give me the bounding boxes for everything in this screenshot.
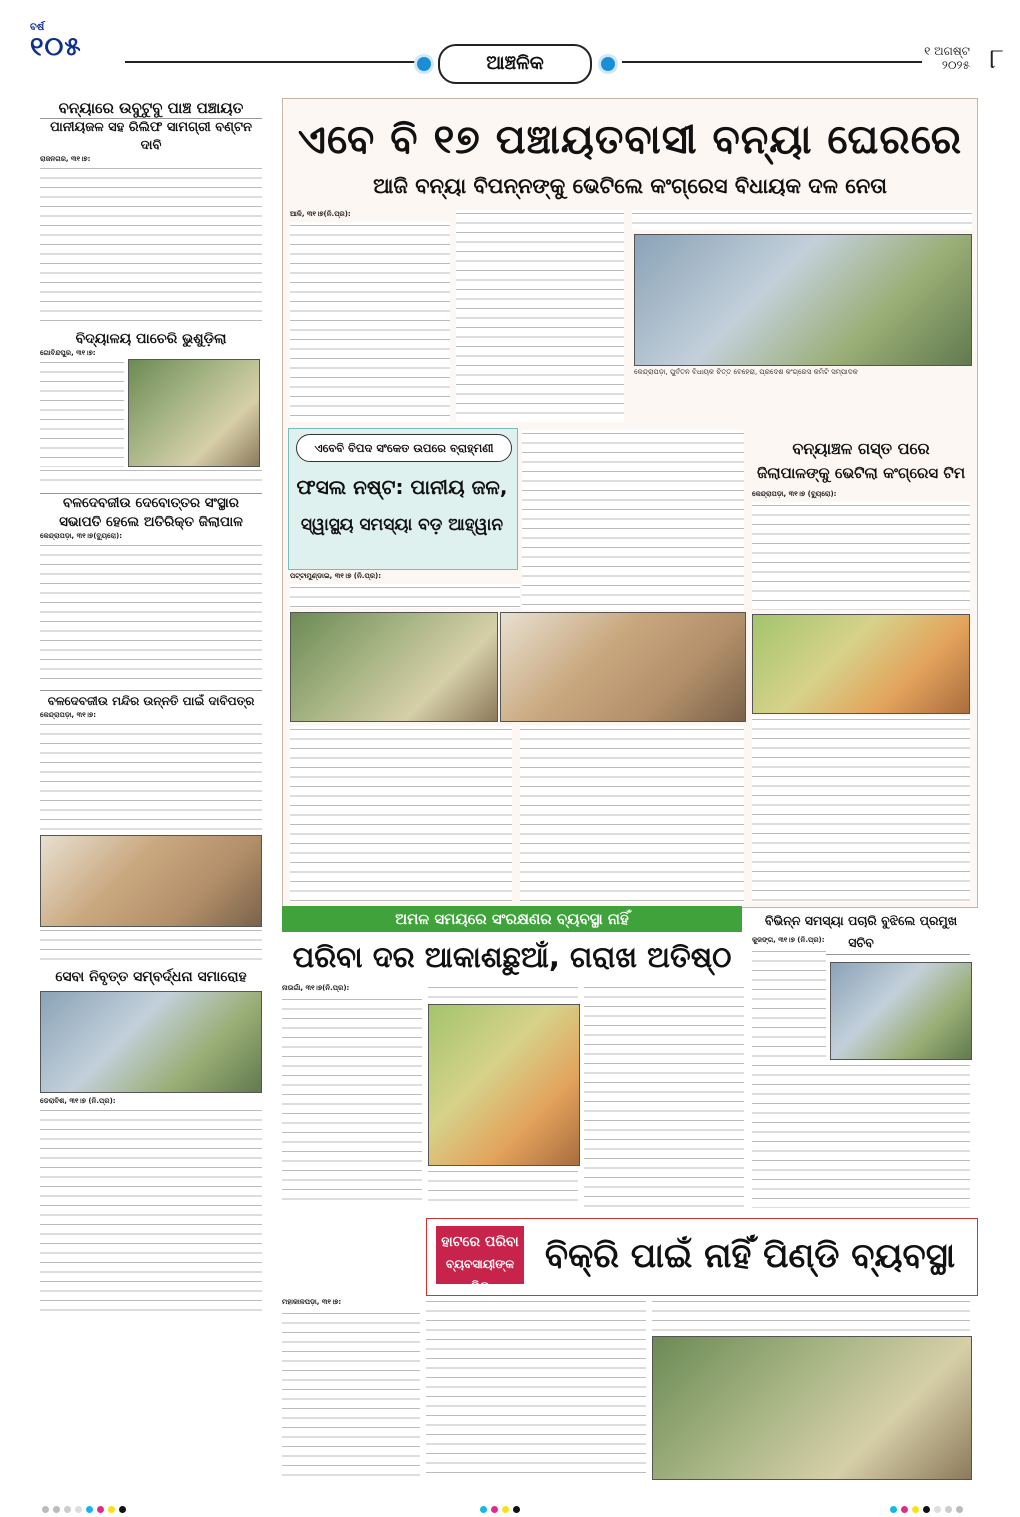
secretary-body-cont bbox=[752, 1062, 970, 1208]
color-registration-left bbox=[40, 1498, 128, 1517]
story1-title: ବନ୍ୟାରେ ଉବୁଟୁବୁ ପାଞ୍ଚ ପଞ୍ଚାୟତ bbox=[40, 98, 262, 119]
right-story-subtitle: ଜିଲାପାଳଙ୍କୁ ଭେଟିଲା କଂଗ୍ରେସ ଟିମ bbox=[756, 464, 966, 482]
right-story-dateline: କେନ୍ଦ୍ରାପଡ଼ା, ୩୧।୭ (ବ୍ୟୁରୋ): bbox=[752, 490, 837, 498]
inset-title: ଫସଲ ନଷ୍ଟ: ପାନୀୟ ଜଳ, bbox=[296, 475, 508, 499]
main-dateline: ଆଳି, ୩୧।୭(ନି.ପ୍ର): bbox=[290, 210, 351, 218]
bottom-kicker-line1: ହାଟରେ ପରିବା bbox=[441, 1234, 519, 1250]
congress-team-photo bbox=[634, 234, 972, 366]
collector-meeting-photo bbox=[752, 614, 970, 714]
collapsed-wall-photo bbox=[128, 359, 260, 467]
story3-body bbox=[40, 542, 262, 684]
logo-number: ୧୦୫ bbox=[30, 32, 82, 62]
villagers-photo bbox=[500, 612, 746, 722]
boat-flood-photo bbox=[290, 612, 498, 722]
blue-dot-icon bbox=[414, 54, 434, 74]
main-headline: ଏବେ ବି ୧୭ ପଞ୍ଚାୟତବାସୀ ବନ୍ୟା ଘେରରେ bbox=[297, 117, 963, 163]
story3-title: ବଳଦେବଜୀଉ ଦେବୋତ୍ତର ସଂସ୍ଥାର bbox=[40, 493, 262, 513]
story2-title: ବିଦ୍ୟାଳୟ ପାଚେରି ଭୁଶୁଡ଼ିଲା bbox=[75, 331, 227, 347]
story4-title: ବଳଦେବଜୀଉ ମନ୍ଦିର ଉନ୍ନତି ପାଇଁ ଦାବିପତ୍ର bbox=[40, 690, 262, 711]
story4-dateline: କେନ୍ଦ୍ରାପଡ଼ା, ୩୧।୭: bbox=[40, 711, 97, 719]
secretary-body bbox=[752, 948, 826, 1058]
bottom-body-col2 bbox=[426, 1298, 646, 1478]
main-body-col1 bbox=[290, 222, 450, 422]
vegetable-body-col1 bbox=[282, 996, 422, 1206]
inset-kicker: ଏବେବି ବିପଦ ସଂକେତ ଉପରେ ବ୍ରାହ୍ମଣୀ bbox=[296, 434, 512, 462]
inset-body-col2 bbox=[520, 726, 744, 902]
story1-dateline: ରାଜନଗର, ୩୧।୭: bbox=[40, 155, 91, 163]
story5-title: ସେବା ନିବୃତ୍ତ ସମ୍ବର୍ଦ୍ଧନା ସମାରୋହ bbox=[55, 969, 247, 985]
color-registration-right bbox=[888, 1498, 965, 1517]
main-body-col2 bbox=[456, 210, 624, 422]
secretary-title: ବିଭିନ୍ନ ସମସ୍ୟା ପଚାରି ବୁଝିଲେ ପ୍ରମୁଖ ସଚିବ bbox=[752, 910, 970, 955]
vegetable-market-photo bbox=[428, 1004, 580, 1166]
bottom-kicker-label bbox=[436, 1226, 524, 1293]
page-footer bbox=[0, 1490, 1020, 1517]
congress-photo-caption: କେନ୍ଦ୍ରାପଡ଼ା, ପୁର୍ବତନ ବିଧାୟକ ଚିତ୍ତ ବେହେରା, ପ୍ରଦେଶ କଂଗ୍ରେସ କମିଟି ସମ୍ପାଦକ bbox=[634, 368, 858, 376]
inset-dateline: ପଟ୍ଟାମୁଣ୍ଡାଇ, ୩୧।୭ (ନି.ପ୍ର): bbox=[290, 572, 382, 580]
story2-dateline: ଗୋବିନ୍ଦପୁର, ୩୧।୭: bbox=[40, 349, 96, 357]
main-body-col3-top bbox=[632, 210, 972, 230]
story1-body bbox=[40, 165, 262, 325]
temple-petition-photo bbox=[40, 835, 262, 927]
right-story-body bbox=[752, 502, 970, 610]
story5-body bbox=[40, 1107, 262, 1312]
inset-body bbox=[290, 584, 520, 608]
vegetable-body-col2 bbox=[428, 1168, 578, 1208]
story3-dateline: କେନ୍ଦ୍ରାପଡ଼ା, ୩୧।୭(ବ୍ୟୁରୋ): bbox=[40, 532, 123, 540]
vegetable-kicker: ଅମଳ ସମୟରେ ସଂରକ୍ଷଣର ବ୍ୟବସ୍ଥା ନାହିଁ bbox=[282, 906, 742, 932]
bottom-headline: ବିକ୍ରି ପାଇଁ ନାହିଁ ପିଣ୍ଡି ବ୍ୟବସ୍ଥା bbox=[544, 1236, 956, 1276]
story2-body bbox=[40, 359, 124, 467]
right-story-title: ବନ୍ୟାଞ୍ଚଳ ଗସ୍ତ ପରେ bbox=[792, 439, 930, 458]
page-header bbox=[0, 0, 1020, 90]
newspaper-logo bbox=[30, 22, 120, 66]
left-column bbox=[40, 98, 262, 1478]
bottom-dateline: ମହାକାଳପଡ଼ା, ୩୧।୭: bbox=[282, 1298, 342, 1306]
year-line: ୨୦୨୫ bbox=[941, 58, 970, 72]
story1-subtitle: ପାନୀୟଜଳ ସହ ରିଲିଫ ସାମଗ୍ରୀ ବଣ୍ଟନ ଦାବି bbox=[50, 120, 252, 153]
vegetable-body-col2-top bbox=[428, 984, 578, 1000]
secretary-visit-photo bbox=[830, 962, 972, 1060]
page-number: ୮ bbox=[989, 42, 1004, 75]
header-rule-left bbox=[125, 61, 420, 63]
story4-body bbox=[40, 721, 262, 831]
date-line: ୧ ଅଗଷ୍ଟ bbox=[924, 44, 970, 58]
logo-small-text: ବର୍ଷ bbox=[30, 22, 45, 33]
story5-dateline: ଡେରାବିଶ, ୩୧।୭ (ନି.ପ୍ର): bbox=[40, 1097, 116, 1105]
issue-date bbox=[924, 44, 970, 72]
story2-body-cont bbox=[40, 467, 262, 489]
inset-body-col1 bbox=[290, 726, 512, 902]
inset-side-text bbox=[522, 430, 744, 610]
secretary-dateline: କୁଜଙ୍ଗ, ୩୧।୭ (ନି.ପ୍ର): bbox=[752, 936, 825, 944]
inset-subtitle: ସ୍ୱାସ୍ଥ୍ୟ ସମସ୍ୟା ବଡ଼ ଆହ୍ୱାନ bbox=[300, 515, 504, 535]
story4-body-cont bbox=[40, 927, 262, 963]
right-story-body-cont bbox=[752, 716, 970, 902]
story3-subtitle: ସଭାପତି ହେଲେ ଅତିରିକ୍ତ ଜିଲାପାଳ bbox=[59, 514, 243, 530]
bottom-body-col1 bbox=[282, 1310, 420, 1478]
section-title: ଆଞ୍ଚଳିକ bbox=[438, 44, 592, 84]
bottom-body-col3-top bbox=[652, 1298, 970, 1332]
blue-dot-icon bbox=[598, 54, 618, 74]
felicitation-photo bbox=[40, 991, 262, 1093]
color-registration-center bbox=[478, 1498, 522, 1517]
header-rule-right bbox=[622, 61, 922, 63]
vegetable-body-col3 bbox=[584, 984, 744, 1208]
haat-market-photo bbox=[652, 1336, 972, 1480]
vegetable-dateline: ନାଉଗାଁ, ୩୧।୭(ନି.ପ୍ର): bbox=[282, 984, 350, 992]
main-subhead: ଆଜି ବନ୍ୟା ବିପନ୍ନଙ୍କୁ ଭେଟିଲେ କଂଗ୍ରେସ ବିଧାୟକ ଦଳ ନେତା bbox=[373, 174, 887, 198]
bottom-kicker-line2: ବ୍ୟବସାୟୀଙ୍କ ଭିଡ଼ bbox=[445, 1257, 515, 1293]
vegetable-headline: ପରିବା ଦର ଆକାଶଛୁଆଁ, ଗରାଖ ଅତିଷ୍ଠ bbox=[292, 940, 732, 974]
